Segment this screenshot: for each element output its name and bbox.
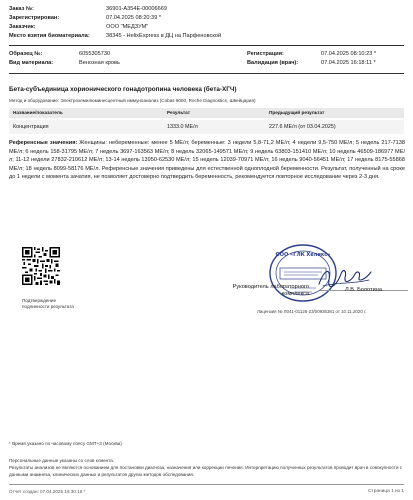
col-header-result: Результат (167, 110, 191, 115)
collection-place-label: Место взятия биоматериала: (9, 33, 90, 39)
registration-label: Регистрация: (247, 51, 284, 57)
qr-caption (22, 298, 74, 310)
qr-caption-line2: подлинности результата (22, 304, 74, 309)
qr-code-icon[interactable] (22, 247, 60, 285)
signer-role-line1: Руководитель лабораторного (232, 284, 309, 290)
col-header-name: Название/показатель (13, 110, 63, 115)
test-method: Метод и оборудование: Электрохемилюминесцентный иммуноанализ (Cobas 6000, Roche Diagnostics, Швейцария) (9, 98, 256, 103)
signer-role-line2: комплекса (281, 291, 309, 297)
cell-previous-result: 227.6 МЕ/л (от 03.04.2025) (269, 124, 336, 130)
report-created: Отчет создан: 07.04.2025 16:30:16 * (9, 489, 86, 494)
cell-result: 1333.0 МЕ/л (167, 124, 198, 130)
registered-label: Зарегистрирован: (9, 15, 60, 21)
order-number-value: 36901-A354E-00006669 (106, 6, 167, 12)
material-label: Вид материала: (9, 60, 54, 66)
col-header-previous: Предыдущий результат (269, 110, 325, 115)
reference-values-text: Женщины: небеременные: менее 5 МЕ/л; беременные: 3 недели 5,8-71,2 МЕ/л; 4 недели 9,5-750 МЕ/л; 5 недель 217-7138 МЕ/л; 6 недель 158-31795 МЕ/л; 7 недель 3697-163563 МЕ/л; 8 недель 32065-149571 МЕ/л; 9 недель 63803-151410 МЕ/л; 10 недель 46509-186977 МЕ/л; 11-12 недели 27832-210612 МЕ/л; 13-14 недель 13950-62530 МЕ/л; 15 недель 12039-70971 МЕ/л; 16 недель 9040-56451 МЕ/л; 17 недель 8175-55868 МЕ/л; 18 недель 8099-58176 МЕ/л. Референсные значения приведены для естественной одноплодной беременности. Результат, полученный на сроке до 1 недели с момента зачатия, не позволяет достоверно подтвердить беременность, рекомендуется повторное исследование через 2-3 дня. (9, 140, 406, 180)
cell-parameter: Концентрация (13, 124, 49, 130)
sample-number-label: Образец №: (9, 51, 43, 57)
stamp-text: ООО «ГЛК Хеликс» (275, 252, 331, 258)
reference-values-label: Референсные значения: (9, 140, 78, 146)
personal-data-note: Персональные данные указаны со слов клиента. (9, 458, 115, 463)
customer-label: Заказчик: (9, 24, 36, 30)
collection-place-value: 38345 - HelixExpress в ДЦ на Парфеновской (106, 33, 222, 39)
timezone-note: * Время указано по часовому поясу GMT+3 (Москва) (9, 441, 122, 446)
test-title: Бета-субъединица хорионического гонадотропина человека (бета-ХГЧ) (9, 86, 237, 93)
signer-role (197, 284, 309, 298)
registered-value: 07.04.2025 08:20:39 * (106, 15, 162, 21)
result-table-header (9, 108, 404, 118)
header-divider (9, 45, 404, 46)
qr-caption-line1: Подтверждение (22, 298, 57, 303)
sample-number-value: 6055305730 (79, 51, 111, 57)
signer-name: Л.В. Болотина (345, 287, 382, 293)
footer-divider (9, 484, 404, 485)
validation-value: 07.04.2025 16:18:11 * (321, 60, 376, 66)
material-value: Венозная кровь (79, 60, 120, 66)
page-number: Страница 1 из 1 (368, 489, 404, 494)
reference-values (9, 139, 405, 182)
sample-divider (9, 73, 404, 74)
customer-value: ООО "МЕДЗУМ" (106, 24, 149, 30)
license-number: Лицензия № Л041-01126-23/00935381 от 10.11.2020 г. (257, 309, 367, 314)
disclaimer: Результаты анализов не являются основанием для постановки диагноза, назначения или коррекции лечения. Интерпретацию полученных результатов проводит врач в совокупности с данными анамнеза, клинических данных и результатов других методов обследования. (9, 465, 403, 477)
order-number-label: Заказ №: (9, 6, 35, 12)
registration-value: 07.04.2025 08:10:23 * (321, 51, 377, 57)
validation-label: Валидация (врач): (247, 60, 299, 66)
table-row (9, 120, 404, 134)
